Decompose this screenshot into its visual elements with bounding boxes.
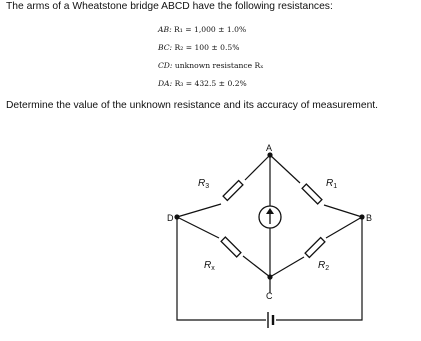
resistor-label-r3 (198, 178, 209, 190)
node-dot-c (267, 274, 272, 279)
bridge-arm-ab (270, 155, 362, 217)
node-dot-a (267, 152, 272, 157)
problem-question: Determine the value of the unknown resistance and its accuracy of measurement. (6, 100, 379, 111)
node-label-b: B (366, 213, 373, 223)
arm-label-ab: AB: (158, 25, 172, 34)
node-dot-d (174, 214, 179, 219)
node-dot-b (359, 214, 364, 219)
galvanometer-icon (259, 206, 281, 228)
resistor-label-r1-sub: 1 (333, 183, 338, 190)
node-label-d: D (167, 213, 174, 223)
node-label-c: C (266, 291, 273, 301)
arm-label-cd: CD: (158, 61, 173, 70)
resistor-label-rx-base: R (204, 260, 212, 271)
resistor-r2 (305, 238, 325, 258)
resistance-value-da: R₃ = 432.5 ± 0.2% (174, 79, 247, 88)
resistor-label-r2 (318, 260, 329, 272)
battery-icon (268, 312, 273, 328)
problem-intro: The arms of a Wheatstone bridge ABCD have the following resistances: (6, 1, 333, 12)
node-label-a: A (266, 143, 273, 153)
arm-label-bc: BC: (158, 43, 173, 52)
resistor-label-r1 (326, 178, 337, 190)
resistor-label-r3-sub: 3 (205, 183, 210, 190)
resistor-label-rx (204, 260, 215, 272)
resistor-label-r3-base: R (198, 178, 206, 189)
resistance-value-bc: R₂ = 100 ± 0.5% (174, 43, 240, 52)
bridge-arm-da (177, 155, 270, 217)
resistor-label-r2-base: R (318, 260, 326, 271)
resistor-label-r2-sub: 2 (325, 265, 330, 272)
resistor-label-rx-sub: x (211, 265, 215, 272)
resistance-value-ab: R₁ = 1,000 ± 1.0% (174, 25, 247, 34)
resistor-rx (221, 237, 241, 257)
arm-label-da: DA: (158, 79, 173, 88)
resistance-value-cd: unknown resistance Rₓ (174, 61, 264, 70)
bridge-arm-dc (177, 217, 270, 277)
resistor-r3 (223, 181, 243, 201)
resistor-r1 (302, 184, 322, 204)
resistor-label-r1-base: R (326, 178, 334, 189)
